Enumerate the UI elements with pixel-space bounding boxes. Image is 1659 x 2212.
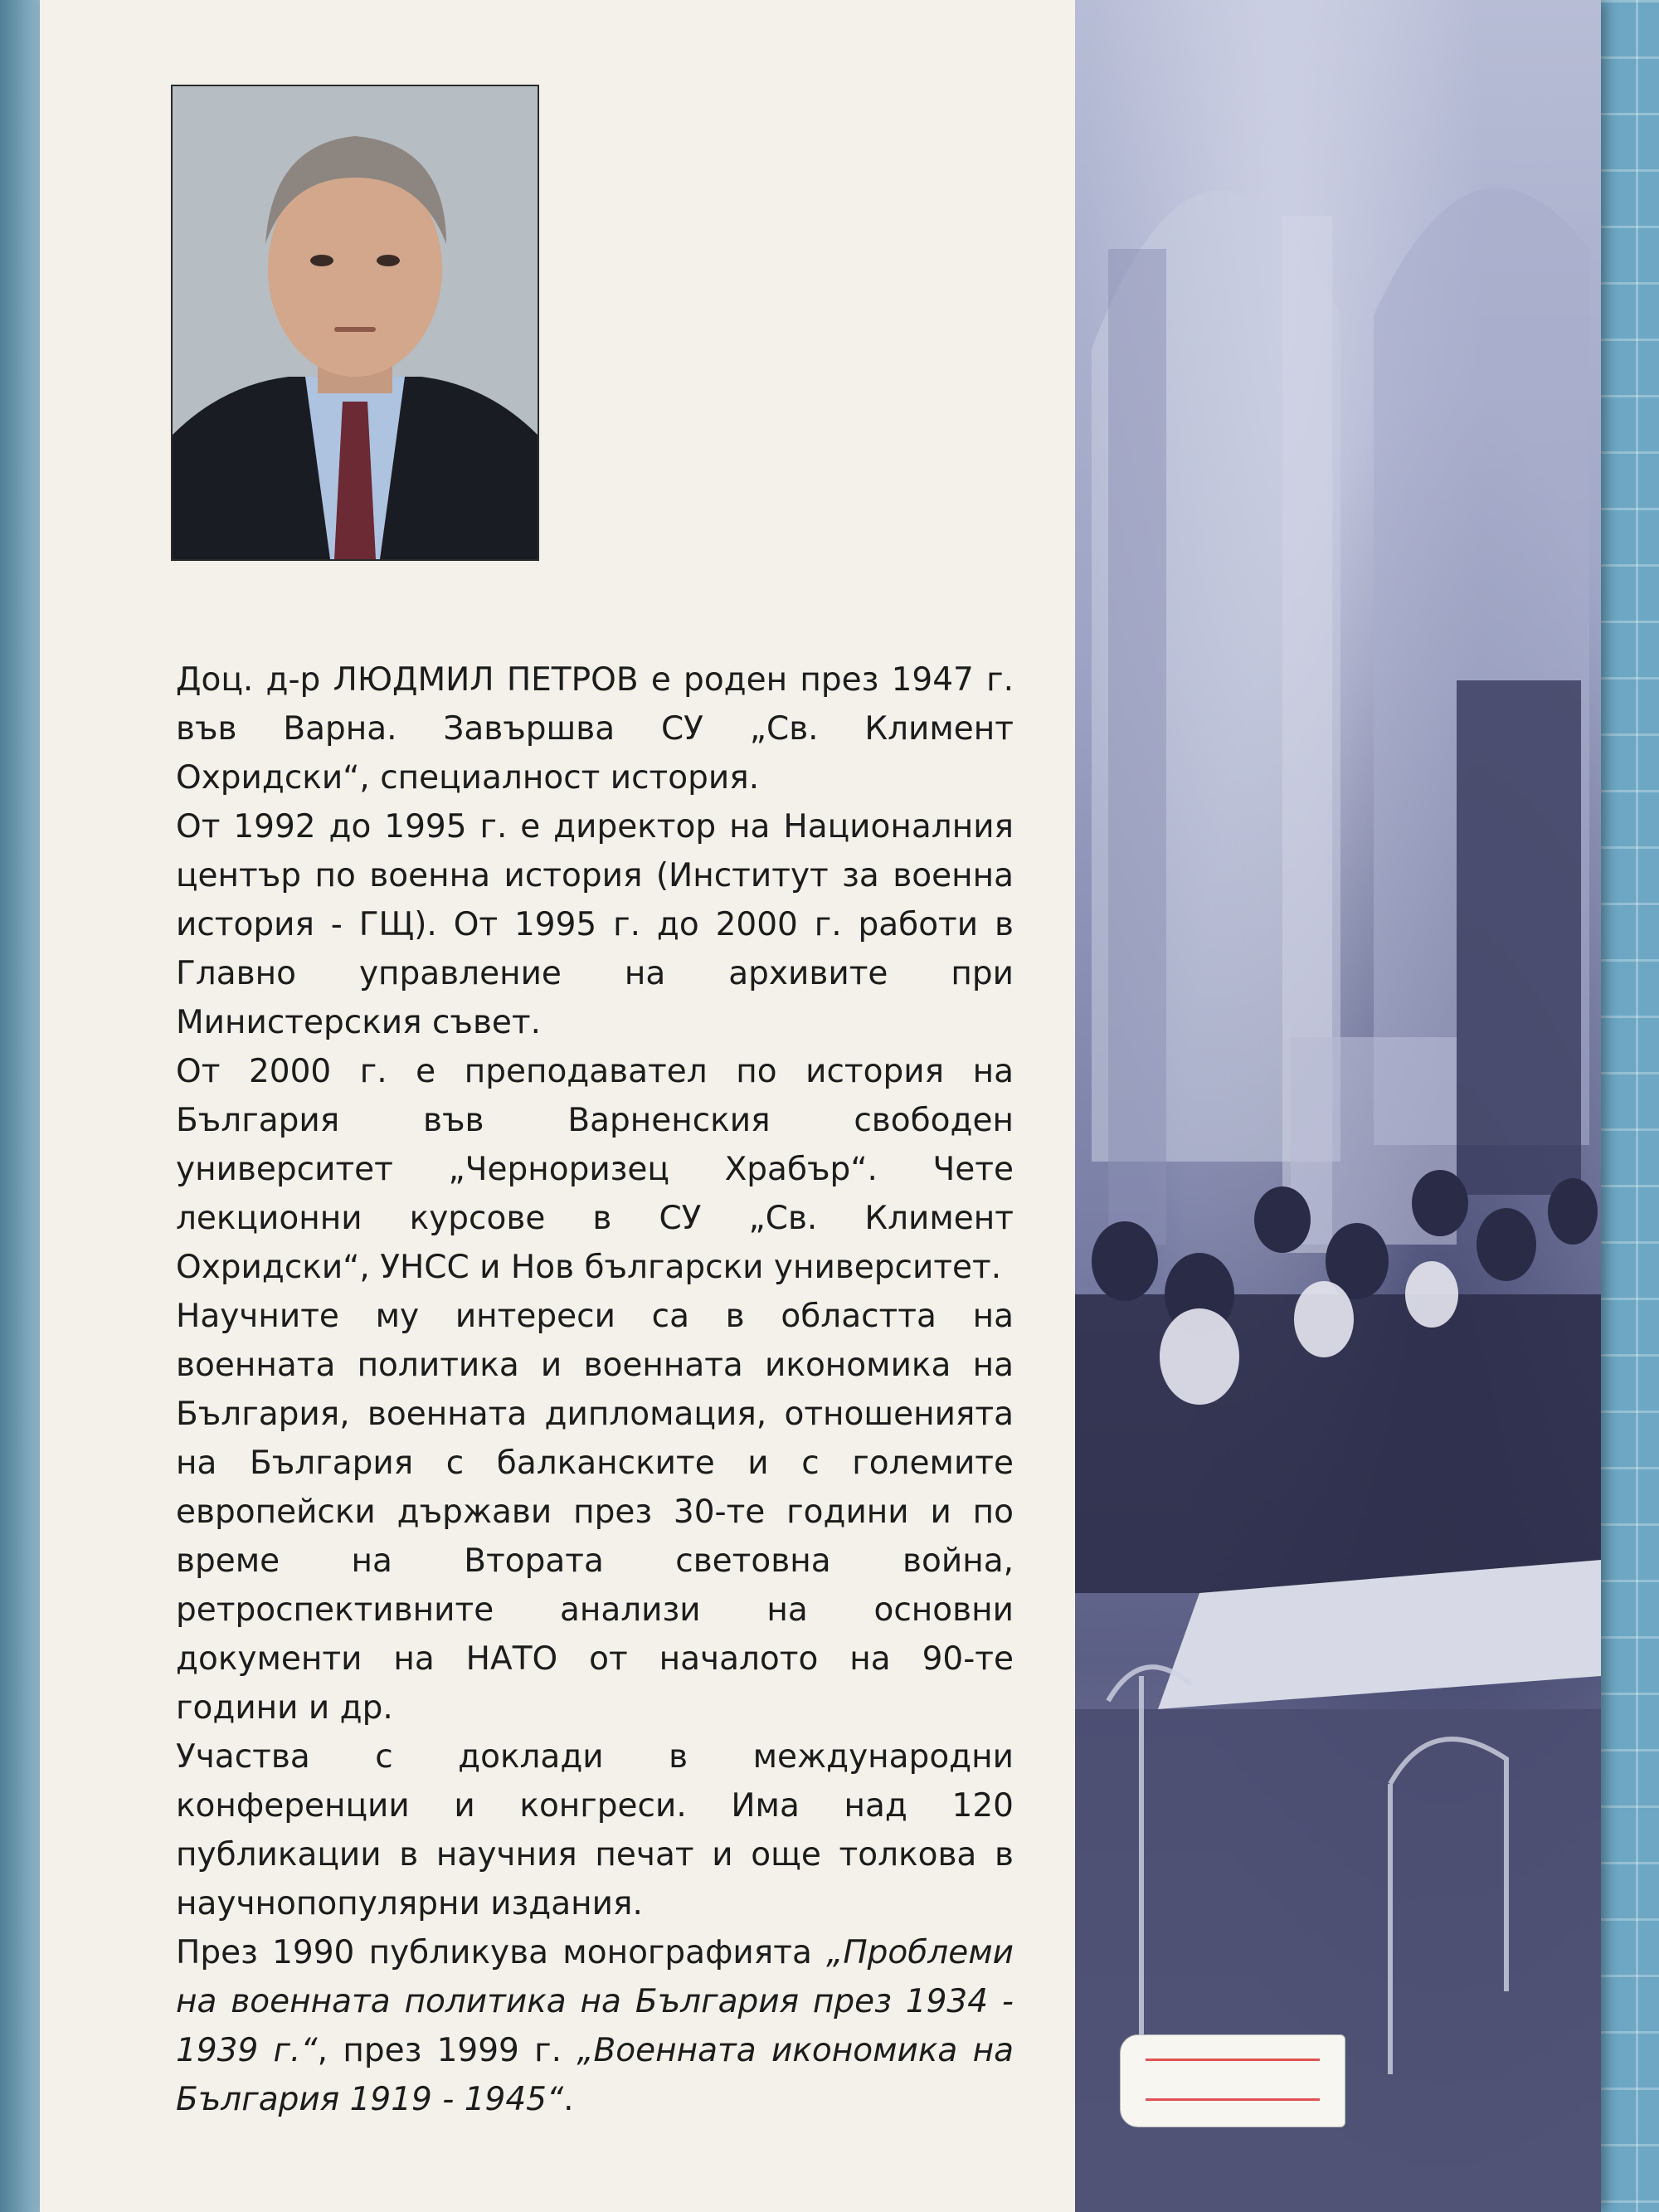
author-name: ЛЮДМИЛ ПЕТРОВ bbox=[333, 661, 639, 699]
author-portrait bbox=[171, 85, 539, 561]
conference-hall-photo bbox=[1075, 0, 1601, 2212]
bio-p6-end: . bbox=[563, 2081, 574, 2118]
bio-title-prefix: Доц. д-р bbox=[176, 661, 333, 699]
monograph-title-2: „Военната икономика на България 1919 - 1945“ bbox=[176, 2032, 1014, 2118]
bio-paragraph-3: От 2000 г. е преподавател по история на България във Варненския свободен университет „Черноризец Храбър“. Чете лекционни курсове в СУ „Св. Климент Охридски“, УНСС и Нов български университет. bbox=[176, 1053, 1014, 1286]
bio-paragraph-1 bbox=[176, 655, 1014, 802]
archival-photo-strip bbox=[1075, 0, 1601, 2212]
bio-p1-rest: е роден през 1947 г. във Варна. Завършва СУ „Св. Климент Охридски“, специалност история. bbox=[176, 661, 1014, 797]
monograph-title-1: „Проблеми на военната политика на България през 1934 - 1939 г.“ bbox=[176, 1934, 1014, 2069]
background-edge bbox=[0, 0, 46, 2212]
sticker-line bbox=[1146, 2059, 1320, 2061]
sticker-line bbox=[1146, 2098, 1320, 2101]
bio-p6-start: През 1990 публикува монографията bbox=[176, 1934, 827, 1971]
bio-p6-mid: , през 1999 г. bbox=[317, 2032, 577, 2069]
price-sticker bbox=[1120, 2034, 1345, 2127]
bio-paragraph-5: Участва с доклади в международни конференции и конгреси. Има над 120 публикации в научния печат и още толкова в научнопопулярни издания. bbox=[176, 1738, 1014, 1922]
book-back-cover bbox=[40, 0, 1601, 2212]
bio-paragraph-6 bbox=[176, 1928, 1014, 2124]
bio-paragraph-4: Научните му интереси са в областта на военната политика и военната икономика на България, военната дипломация, отношенията на България с балканските и с големите европейски държави през 30-те години и по време на Втората световна война, ретроспективните анализи на основни документи на НАТО от началото на 90-те години и др. bbox=[176, 1298, 1014, 1727]
author-biography bbox=[176, 655, 1014, 2124]
bio-paragraph-2: От 1992 до 1995 г. е директор на Националния център по военна история (Институт за военна история - ГЩ). От 1995 г. до 2000 г. работи в Главно управление на архивите при Министерския съвет. bbox=[176, 808, 1014, 1041]
